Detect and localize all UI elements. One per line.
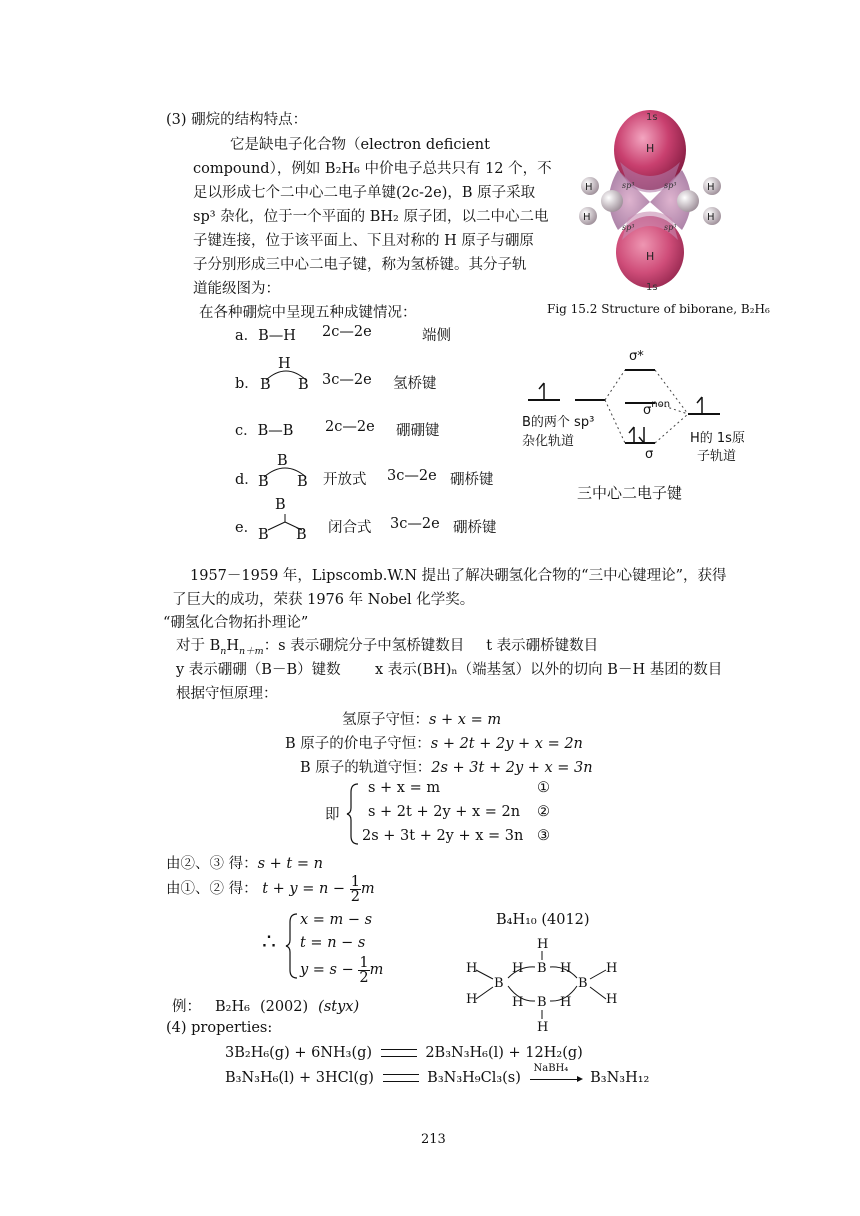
boron-atom bbox=[677, 190, 699, 212]
sigma-non-label: $\sigma^{non}$ bbox=[643, 399, 671, 418]
eq-number-3: ③ bbox=[537, 828, 550, 844]
right-orbital-label: H的 1s原 bbox=[690, 431, 745, 446]
system-eq-1: s + x = m bbox=[368, 780, 441, 796]
paragraph-line: 了巨大的成功，荣获 1976 年 Nobel 化学奖。 bbox=[172, 592, 475, 608]
svg-text:B: B bbox=[537, 961, 547, 976]
svg-text:B: B bbox=[537, 995, 547, 1010]
svg-text:H: H bbox=[537, 1020, 549, 1035]
bond-type-b-name: 氢桥键 bbox=[393, 376, 437, 392]
bond-type-d-mode: 开放式 bbox=[323, 472, 367, 488]
paragraph-line: compound），例如 B₂H₆ 中价电子总共只有 12 个，不 bbox=[193, 161, 552, 177]
left-orbital-label-2: 杂化轨道 bbox=[522, 434, 575, 449]
bond-type-d-electrons: 3c—2e bbox=[387, 468, 437, 484]
right-orbital-label-2: 子轨道 bbox=[697, 449, 737, 464]
svg-text:H: H bbox=[560, 995, 572, 1010]
definition-x: x 表示(BH)ₙ（端基氢）以外的切向 B－H 基团的数目 bbox=[375, 662, 723, 678]
equation-valence: B 原子的价电子守恒：s + 2t + 2y + x = 2n bbox=[285, 736, 583, 752]
paragraph-line: 子键连接，位于该平面上、下且对称的 H 原子与硼原 bbox=[193, 233, 534, 249]
section-heading: (3) 硼烷的结构特点： bbox=[166, 112, 308, 128]
result-x: x = m − s bbox=[300, 912, 373, 928]
svg-text:B: B bbox=[578, 976, 588, 991]
svg-text:sp³: sp³ bbox=[664, 223, 677, 232]
b4h10-title: B₄H₁₀ (4012) bbox=[496, 912, 590, 928]
eq-number-2: ② bbox=[537, 804, 550, 820]
sigma-star-label: σ* bbox=[629, 349, 644, 364]
figure-caption: Fig 15.2 Structure of biborane, B₂H₆ bbox=[547, 302, 770, 316]
svg-text:H: H bbox=[512, 995, 524, 1010]
results-brace bbox=[285, 912, 299, 980]
bond-type-a: a．B—H bbox=[235, 328, 296, 344]
svg-text:H: H bbox=[707, 182, 715, 193]
svg-text:sp³: sp³ bbox=[664, 181, 677, 190]
topology-title: “硼氢化合物拓扑理论” bbox=[163, 615, 309, 631]
paragraph-line: 道能级图为： bbox=[193, 281, 280, 297]
mo-diagram-title: 三中心二电子键 bbox=[577, 484, 683, 502]
bond-type-a-electrons: 2c—2e bbox=[322, 324, 372, 340]
therefore-symbol: ∴ bbox=[262, 930, 276, 955]
svg-text:sp³: sp³ bbox=[622, 223, 635, 232]
paragraph-line: sp³ 杂化，位于一个平面的 BH₂ 原子团，以二中心二电 bbox=[193, 209, 549, 225]
reaction-2: B₃N₃H₆(l) + 3HCl(g) B₃N₃H₉Cl₃(s) NaBH₄ B₃N₃H₁₂ bbox=[225, 1063, 650, 1086]
svg-text:H: H bbox=[512, 961, 524, 976]
sigma-label: σ bbox=[645, 447, 654, 462]
hydrogen-bridge-structure: H B B bbox=[260, 356, 309, 393]
paragraph-line: 它是缺电子化合物（electron deficient bbox=[230, 137, 490, 153]
paragraph-line: 1957－1959 年，Lipscomb.W.N 提出了解决硼氢化合物的“三中心键理论”，获得 bbox=[190, 568, 727, 584]
ji-label: 即 bbox=[325, 807, 340, 823]
bond-type-d-letter: d． bbox=[235, 472, 259, 488]
bond-type-d-name: 硼桥键 bbox=[450, 472, 494, 488]
bond-type-e-electrons: 3c—2e bbox=[390, 516, 440, 532]
bond-type-e-letter: e． bbox=[235, 520, 259, 536]
reaction-1: 3B₂H₆(g) + 6NH₃(g) 2B₃N₃H₆(l) + 12H₂(g) bbox=[225, 1045, 583, 1061]
left-brace bbox=[346, 782, 360, 846]
boron-atom bbox=[601, 190, 623, 212]
svg-text:H: H bbox=[466, 992, 478, 1007]
svg-text:H: H bbox=[646, 250, 655, 263]
b4h10-structure bbox=[460, 930, 630, 1035]
derivation-1: 由②、③ 得：s + t = n bbox=[166, 856, 323, 872]
svg-text:H: H bbox=[537, 937, 549, 952]
diborane-structure-figure bbox=[560, 100, 740, 295]
section-heading: (4) properties: bbox=[166, 1020, 273, 1036]
bond-type-e-name: 硼桥键 bbox=[453, 520, 497, 536]
bond-type-b-electrons: 3c—2e bbox=[322, 372, 372, 388]
svg-text:B: B bbox=[494, 976, 504, 991]
bond-type-a-name: 端侧 bbox=[422, 328, 451, 344]
paragraph-line: 足以形成七个二中心二电子单键(2c-2e)，B 原子采取 bbox=[193, 185, 536, 201]
equation-hydrogen: 氢原子守恒：s + x = m bbox=[342, 712, 502, 728]
bond-type-b-letter: b． bbox=[235, 376, 259, 392]
bond-types-intro: 在各种硼烷中呈现五种成键情况： bbox=[199, 305, 417, 321]
page-number: 213 bbox=[421, 1132, 446, 1147]
conservation-label: 根据守恒原理： bbox=[176, 686, 278, 702]
svg-text:H: H bbox=[583, 212, 591, 223]
svg-text:H: H bbox=[606, 992, 618, 1007]
equation-orbital: B 原子的轨道守恒：2s + 3t + 2y + x = 3n bbox=[300, 760, 593, 776]
system-eq-2: s + 2t + 2y + x = 2n bbox=[368, 804, 521, 820]
system-eq-3: 2s + 3t + 2y + x = 3n bbox=[362, 828, 524, 844]
svg-text:H: H bbox=[606, 961, 618, 976]
svg-text:sp³: sp³ bbox=[622, 181, 635, 190]
result-y: y = s − $\frac{1}{2}$ m bbox=[300, 954, 384, 986]
closed-boron-bridge-structure: B B B bbox=[258, 497, 307, 543]
svg-text:H: H bbox=[585, 182, 593, 193]
bond-type-c-name: 硼硼键 bbox=[396, 423, 440, 439]
eq-number-1: ① bbox=[537, 780, 550, 796]
bond-type-e-mode: 闭合式 bbox=[328, 520, 372, 536]
open-boron-bridge-structure: B B B bbox=[258, 453, 308, 490]
svg-text:H: H bbox=[466, 961, 478, 976]
result-t: t = n − s bbox=[300, 935, 366, 951]
definition-y: y 表示硼硼（B－B）键数 bbox=[176, 662, 341, 678]
label-1s-bottom: 1s bbox=[646, 282, 658, 293]
paragraph-line: 子分别形成三中心二电子键，称为氢桥键。其分子轨 bbox=[193, 257, 527, 273]
example-line: 例： B₂H₆ (2002) (styx) bbox=[172, 999, 360, 1015]
derivation-2: 由①、② 得： t + y = n − $\frac{1}{2}$ m bbox=[166, 873, 375, 905]
svg-text:H: H bbox=[560, 961, 572, 976]
label-1s-top: 1s bbox=[646, 112, 658, 123]
definition-s-t: 对于 $B_nH_{n+m}$：s 表示硼烷分子中氢桥键数目 t 表示硼桥键数目 bbox=[176, 638, 599, 657]
bond-type-c: c．B—B bbox=[235, 423, 294, 439]
svg-text:H: H bbox=[707, 212, 715, 223]
left-orbital-label: B的两个 sp³ bbox=[522, 415, 595, 430]
bond-type-c-electrons: 2c—2e bbox=[325, 419, 375, 435]
svg-text:H: H bbox=[646, 142, 655, 155]
